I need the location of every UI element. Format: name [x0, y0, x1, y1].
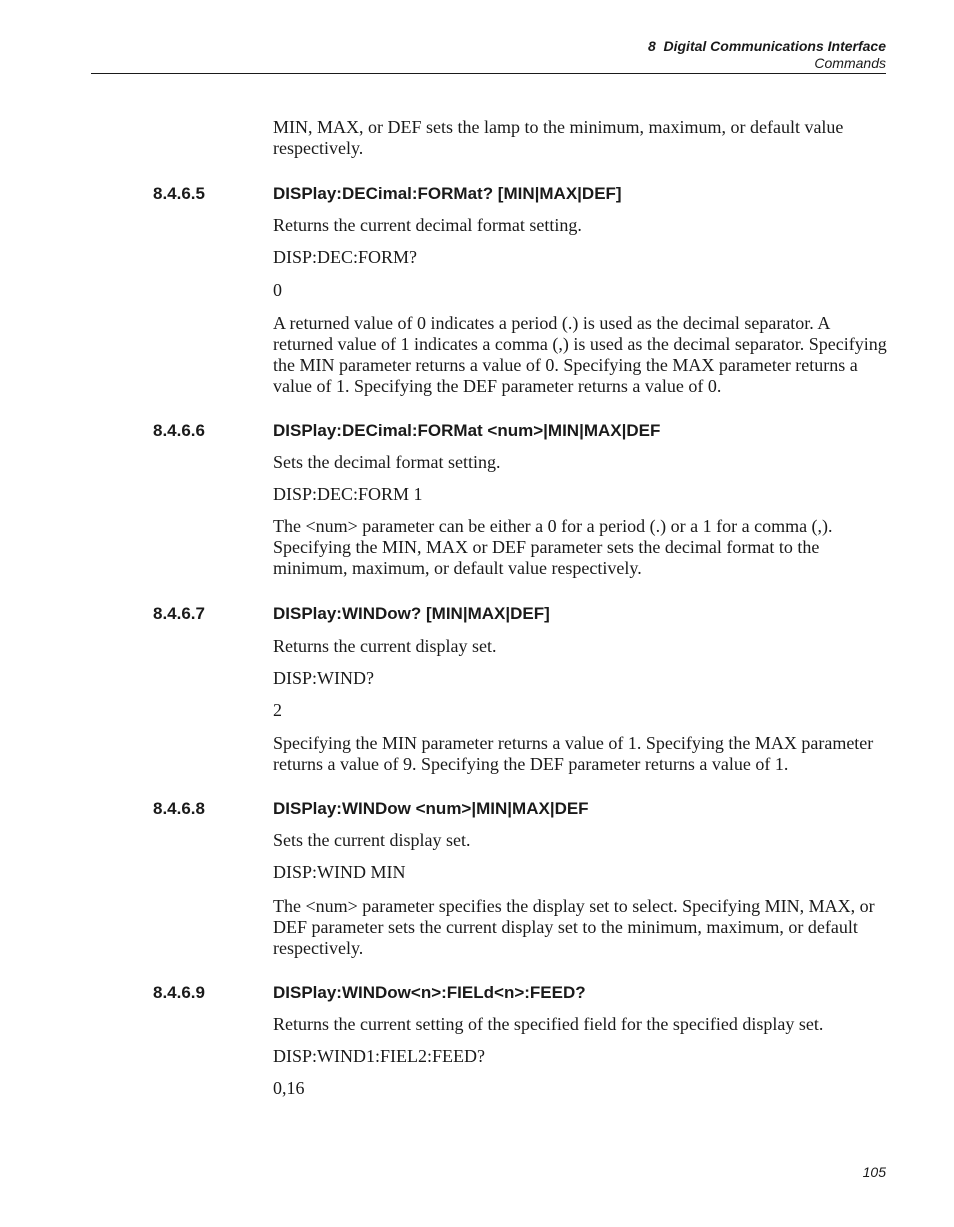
- running-header: [648, 38, 886, 72]
- section-heading: [153, 421, 873, 441]
- intro-paragraph: MIN, MAX, or DEF sets the lamp to the minimum, maximum, or default value respectively.: [273, 117, 844, 158]
- section-description: Returns the current display set.: [273, 636, 497, 656]
- section-description: Returns the current setting of the specified field for the specified display set.: [273, 1014, 824, 1034]
- section-command: DISPlay:WINDow<n>:FIELd<n>:FEED?: [273, 983, 586, 1002]
- section-description: Returns the current decimal format setting.: [273, 215, 582, 235]
- chapter-title: 8 Digital Communications Interface: [647, 38, 886, 54]
- section-notes: The <num> parameter can be either a 0 for a period (.) or a 1 for a comma (,). Specifying the MIN, MAX or DEF parameter sets the decimal format to the minimum, maximum, or default value respectively.: [273, 516, 833, 578]
- section-command: DISPlay:DECimal:FORMat? [MIN|MAX|DEF]: [273, 184, 622, 203]
- section-heading: [153, 604, 873, 624]
- section-notes: A returned value of 0 indicates a period (.) is used as the decimal separator. A returned value of 1 indicates a comma (,) is used as the decimal separator. Specifying the MIN parameter returns a value of 0. Specifying the MAX parameter returns a value of 1. Specifying the DEF parameter returns a value of 0.: [273, 313, 887, 396]
- command-response: 2: [273, 700, 282, 720]
- section-number: 8.4.6.8: [153, 799, 205, 818]
- section-number: 8.4.6.9: [153, 983, 205, 1002]
- section-description: Sets the decimal format setting.: [273, 452, 501, 472]
- section-number: 8.4.6.7: [153, 604, 205, 623]
- command-response: 0,16: [273, 1078, 305, 1098]
- section-heading: [153, 184, 873, 204]
- command-example: DISP:DEC:FORM 1: [273, 484, 423, 504]
- section-number: 8.4.6.6: [153, 421, 205, 440]
- command-example: DISP:WIND?: [273, 668, 374, 688]
- command-response: 0: [273, 280, 282, 300]
- page-number: 105: [862, 1164, 886, 1180]
- header-rule: [91, 73, 886, 74]
- section-description: Sets the current display set.: [273, 830, 471, 850]
- section-number: 8.4.6.5: [153, 184, 205, 203]
- command-example: DISP:WIND1:FIEL2:FEED?: [273, 1046, 485, 1066]
- section-notes: Specifying the MIN parameter returns a value of 1. Specifying the MAX parameter returns a value of 9. Specifying the DEF parameter returns a value of 1.: [273, 733, 874, 774]
- section-title: Commands: [814, 55, 886, 71]
- command-example: DISP:DEC:FORM?: [273, 247, 418, 267]
- command-example: DISP:WIND MIN: [273, 862, 406, 882]
- section-heading: [153, 983, 873, 1003]
- section-command: DISPlay:WINDow <num>|MIN|MAX|DEF: [273, 799, 589, 818]
- section-heading: [153, 799, 873, 819]
- section-command: DISPlay:DECimal:FORMat <num>|MIN|MAX|DEF: [273, 421, 661, 440]
- section-command: DISPlay:WINDow? [MIN|MAX|DEF]: [273, 604, 550, 623]
- section-notes: The <num> parameter specifies the display set to select. Specifying MIN, MAX, or DEF parameter sets the current display set to the minimum, maximum, or default respectively.: [273, 896, 875, 958]
